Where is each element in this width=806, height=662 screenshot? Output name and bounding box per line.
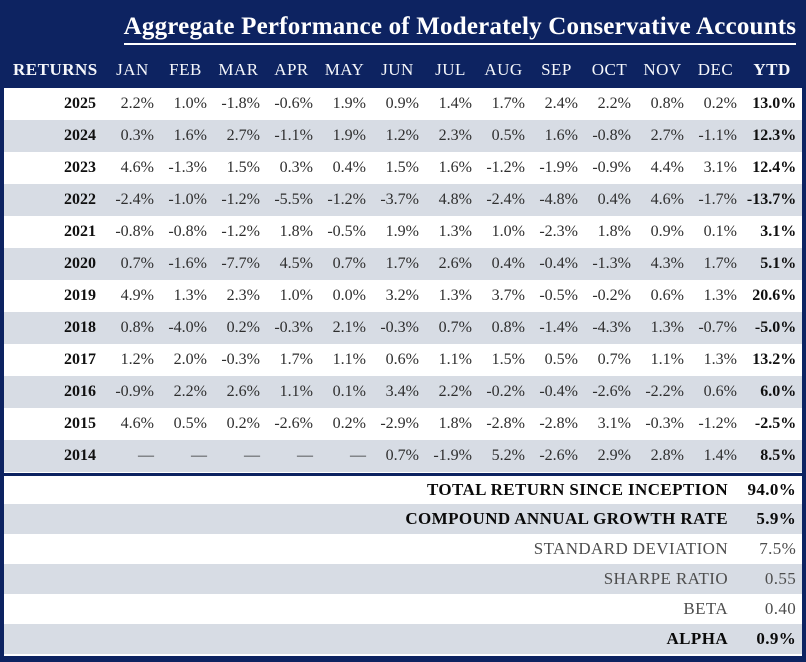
monthly-return-cell: -0.7% <box>689 312 742 344</box>
monthly-return-cell: 4.6% <box>120 159 154 176</box>
summary-label: STANDARD DEVIATION <box>533 539 728 558</box>
year-row <box>4 312 802 344</box>
monthly-return-cell: 0.0% <box>332 287 366 304</box>
ytd-cell: -13.7% <box>742 184 802 216</box>
monthly-return-cell: -0.3% <box>221 351 260 368</box>
column-header-jan: JAN <box>106 52 159 88</box>
monthly-return-cell: -2.6% <box>274 415 313 432</box>
monthly-return-cell: 0.8% <box>477 312 530 344</box>
monthly-return-cell: 2.3% <box>226 287 260 304</box>
summary-label: SHARPE RATIO <box>4 564 742 594</box>
monthly-return-cell: 3.2% <box>385 287 419 304</box>
monthly-return-cell: 1.4% <box>438 95 472 112</box>
year-cell: 2021 <box>64 223 96 240</box>
monthly-return-cell: 1.1% <box>265 376 318 408</box>
monthly-return-cell: -0.2% <box>592 287 631 304</box>
monthly-return-cell: -1.4% <box>530 312 583 344</box>
year-row <box>4 120 802 152</box>
monthly-return-cell: 1.7% <box>279 351 313 368</box>
monthly-return-cell: -0.6% <box>274 95 313 112</box>
column-header-oct: OCT <box>583 52 636 88</box>
column-header-returns: RETURNS <box>4 52 106 88</box>
monthly-return-cell: 0.5% <box>477 120 530 152</box>
column-header-aug: AUG <box>477 52 530 88</box>
monthly-return-cell: -2.2% <box>636 376 689 408</box>
monthly-return-cell: 1.2% <box>120 351 154 368</box>
year-cell: 2025 <box>64 95 96 112</box>
monthly-return-cell: -2.6% <box>583 376 636 408</box>
monthly-return-cell: 0.8% <box>106 312 159 344</box>
monthly-return-cell: 2.6% <box>212 376 265 408</box>
column-header-nov: NOV <box>636 52 689 88</box>
monthly-return-cell: 0.7% <box>106 248 159 280</box>
monthly-return-cell: -3.7% <box>371 184 424 216</box>
report-title: Aggregate Performance of Moderately Conservative Accounts <box>124 13 797 45</box>
ytd-cell: 13.2% <box>752 351 797 368</box>
summary-tbody <box>4 474 802 654</box>
year-cell: 2020 <box>4 248 106 280</box>
monthly-return-cell: 0.2% <box>703 95 737 112</box>
monthly-return-cell: -5.5% <box>265 184 318 216</box>
year-cell: 2022 <box>4 184 106 216</box>
monthly-return-cell: 0.9% <box>650 223 684 240</box>
summary-row <box>4 504 802 534</box>
summary-label: TOTAL RETURN SINCE INCEPTION <box>426 479 728 499</box>
monthly-return-cell: -1.3% <box>168 159 207 176</box>
year-row <box>4 344 802 376</box>
year-cell: 2024 <box>4 120 106 152</box>
monthly-return-cell: 1.7% <box>371 248 424 280</box>
monthly-return-cell: -4.8% <box>530 184 583 216</box>
monthly-return-cell: 4.6% <box>120 415 154 432</box>
summary-label: ALPHA <box>4 624 742 654</box>
monthly-return-cell: 0.6% <box>650 287 684 304</box>
monthly-return-cell: 1.5% <box>385 159 419 176</box>
monthly-return-cell: 0.3% <box>279 159 313 176</box>
monthly-return-cell: 1.7% <box>491 95 525 112</box>
monthly-return-cell: -2.4% <box>477 184 530 216</box>
monthly-return-cell: 1.9% <box>332 95 366 112</box>
monthly-return-cell: -1.1% <box>265 120 318 152</box>
monthly-return-cell: -1.6% <box>159 248 212 280</box>
ytd-cell: 8.5% <box>742 440 802 472</box>
monthly-return-cell: 1.6% <box>530 120 583 152</box>
monthly-return-cell: 1.8% <box>279 223 313 240</box>
monthly-return-cell: 1.5% <box>226 159 260 176</box>
monthly-return-cell: 1.3% <box>636 312 689 344</box>
monthly-return-cell: -2.6% <box>530 440 583 472</box>
column-header-mar: MAR <box>212 52 265 88</box>
monthly-return-cell: -2.9% <box>380 415 419 432</box>
summary-value: 7.5% <box>759 539 797 558</box>
year-row <box>4 88 802 120</box>
column-header-ytd: YTD <box>742 52 802 88</box>
monthly-return-cell: 2.2% <box>159 376 212 408</box>
column-header-may: MAY <box>318 52 371 88</box>
monthly-return-cell: 3.7% <box>491 287 525 304</box>
monthly-return-cell: 0.1% <box>703 223 737 240</box>
monthly-return-cell: -0.9% <box>106 376 159 408</box>
summary-value: 5.9% <box>742 504 802 534</box>
performance-table <box>4 0 802 654</box>
monthly-return-cell: -2.8% <box>486 415 525 432</box>
ytd-cell: 12.4% <box>752 159 797 176</box>
summary-row <box>4 624 802 654</box>
monthly-return-cell: -0.8% <box>115 223 154 240</box>
column-header-row <box>4 52 802 88</box>
monthly-return-cell: — <box>212 440 265 472</box>
monthly-return-cell: -0.8% <box>583 120 636 152</box>
monthly-return-cell: 0.3% <box>106 120 159 152</box>
monthly-return-cell: 1.3% <box>703 351 737 368</box>
monthly-return-cell: 2.6% <box>424 248 477 280</box>
monthly-return-cell: 1.3% <box>703 287 737 304</box>
monthly-return-cell: -0.3% <box>371 312 424 344</box>
monthly-return-cell: 0.7% <box>371 440 424 472</box>
summary-value: 0.40 <box>764 599 797 618</box>
monthly-return-cell: 2.3% <box>424 120 477 152</box>
monthly-return-cell: 0.4% <box>332 159 366 176</box>
monthly-return-cell: -2.3% <box>539 223 578 240</box>
monthly-return-cell: — <box>106 440 159 472</box>
summary-value: 94.0% <box>747 479 797 499</box>
monthly-return-cell: -1.2% <box>698 415 737 432</box>
monthly-return-cell: 1.9% <box>385 223 419 240</box>
monthly-return-cell: -0.3% <box>265 312 318 344</box>
monthly-return-cell: -1.2% <box>212 184 265 216</box>
summary-row <box>4 534 802 564</box>
monthly-return-cell: -2.8% <box>539 415 578 432</box>
monthly-return-cell: -0.5% <box>539 287 578 304</box>
column-header-sep: SEP <box>530 52 583 88</box>
monthly-return-cell: 0.5% <box>544 351 578 368</box>
monthly-return-cell: 1.3% <box>438 287 472 304</box>
monthly-return-cell: — <box>265 440 318 472</box>
monthly-return-cell: 1.6% <box>438 159 472 176</box>
monthly-return-cell: 1.2% <box>371 120 424 152</box>
monthly-return-cell: -4.3% <box>583 312 636 344</box>
column-header-apr: APR <box>265 52 318 88</box>
monthly-return-cell: -0.2% <box>477 376 530 408</box>
monthly-return-cell: 0.2% <box>226 415 260 432</box>
monthly-return-cell: 1.0% <box>279 287 313 304</box>
monthly-return-cell: 0.4% <box>583 184 636 216</box>
monthly-return-cell: -0.9% <box>592 159 631 176</box>
monthly-return-cell: 0.1% <box>318 376 371 408</box>
monthly-return-cell: 4.5% <box>265 248 318 280</box>
monthly-return-cell: 2.2% <box>597 95 631 112</box>
monthly-return-cell: 1.4% <box>689 440 742 472</box>
year-row <box>4 152 802 184</box>
monthly-return-cell: 5.2% <box>477 440 530 472</box>
year-row <box>4 376 802 408</box>
monthly-return-cell: 1.1% <box>332 351 366 368</box>
ytd-cell: 6.0% <box>742 376 802 408</box>
monthly-return-cell: 1.5% <box>491 351 525 368</box>
summary-label: COMPOUND ANNUAL GROWTH RATE <box>4 504 742 534</box>
year-cell: 2023 <box>64 159 96 176</box>
monthly-return-cell: 0.5% <box>173 415 207 432</box>
monthly-return-cell: 0.6% <box>385 351 419 368</box>
monthly-return-cell: 2.1% <box>318 312 371 344</box>
ytd-cell: -5.0% <box>742 312 802 344</box>
monthly-return-cell: 0.2% <box>212 312 265 344</box>
monthly-return-cell: 4.6% <box>636 184 689 216</box>
monthly-return-cell: 1.1% <box>438 351 472 368</box>
monthly-return-cell: -1.3% <box>583 248 636 280</box>
monthly-return-cell: 0.6% <box>689 376 742 408</box>
monthly-return-cell: 1.8% <box>438 415 472 432</box>
year-row <box>4 216 802 248</box>
year-cell: 2019 <box>64 287 96 304</box>
ytd-cell: 3.1% <box>760 223 797 240</box>
monthly-return-cell: 2.4% <box>544 95 578 112</box>
monthly-return-cell: 3.1% <box>597 415 631 432</box>
monthly-return-cell: — <box>159 440 212 472</box>
monthly-return-cell: -1.8% <box>221 95 260 112</box>
year-row <box>4 248 802 280</box>
monthly-return-cell: -1.9% <box>424 440 477 472</box>
monthly-return-cell: -0.8% <box>168 223 207 240</box>
monthly-return-cell: 0.9% <box>385 95 419 112</box>
year-cell: 2018 <box>4 312 106 344</box>
monthly-return-cell: 2.9% <box>583 440 636 472</box>
monthly-return-cell: -1.7% <box>689 184 742 216</box>
monthly-return-cell: 0.7% <box>318 248 371 280</box>
summary-row <box>4 564 802 594</box>
monthly-return-cell: — <box>318 440 371 472</box>
monthly-return-cell: 0.7% <box>424 312 477 344</box>
monthly-return-cell: 0.8% <box>650 95 684 112</box>
year-cell: 2016 <box>4 376 106 408</box>
monthly-return-cell: 1.9% <box>318 120 371 152</box>
year-cell: 2017 <box>64 351 96 368</box>
monthly-return-cell: -1.9% <box>539 159 578 176</box>
monthly-return-cell: 4.3% <box>636 248 689 280</box>
monthly-return-cell: 1.1% <box>650 351 684 368</box>
monthly-return-cell: 1.0% <box>491 223 525 240</box>
returns-tbody <box>4 88 802 472</box>
summary-row <box>4 594 802 624</box>
ytd-cell: 20.6% <box>752 287 797 304</box>
ytd-cell: 5.1% <box>742 248 802 280</box>
column-header-jun: JUN <box>371 52 424 88</box>
monthly-return-cell: -1.0% <box>159 184 212 216</box>
monthly-return-cell: 2.2% <box>424 376 477 408</box>
monthly-return-cell: 2.0% <box>173 351 207 368</box>
monthly-return-cell: 4.9% <box>120 287 154 304</box>
year-row <box>4 440 802 472</box>
year-cell: 2014 <box>4 440 106 472</box>
ytd-cell: -2.5% <box>754 415 797 432</box>
summary-value: 0.55 <box>742 564 802 594</box>
monthly-return-cell: -0.4% <box>530 376 583 408</box>
monthly-return-cell: 1.6% <box>159 120 212 152</box>
summary-row <box>4 474 802 504</box>
monthly-return-cell: 4.8% <box>424 184 477 216</box>
table-header <box>4 0 802 88</box>
monthly-return-cell: -0.4% <box>530 248 583 280</box>
ytd-cell: 13.0% <box>752 95 797 112</box>
monthly-return-cell: 3.4% <box>371 376 424 408</box>
column-header-jul: JUL <box>424 52 477 88</box>
year-row <box>4 184 802 216</box>
monthly-return-cell: 2.7% <box>212 120 265 152</box>
monthly-return-cell: 0.7% <box>597 351 631 368</box>
monthly-return-cell: -2.4% <box>106 184 159 216</box>
monthly-return-cell: 1.0% <box>173 95 207 112</box>
monthly-return-cell: 2.2% <box>120 95 154 112</box>
year-row <box>4 408 802 440</box>
monthly-return-cell: -1.1% <box>689 120 742 152</box>
monthly-return-cell: -1.2% <box>486 159 525 176</box>
monthly-return-cell: -7.7% <box>212 248 265 280</box>
monthly-return-cell: 1.8% <box>597 223 631 240</box>
monthly-return-cell: 2.8% <box>636 440 689 472</box>
summary-label: BETA <box>683 599 728 618</box>
monthly-return-cell: 4.4% <box>650 159 684 176</box>
monthly-return-cell: 1.7% <box>689 248 742 280</box>
monthly-return-cell: 2.7% <box>636 120 689 152</box>
column-header-feb: FEB <box>159 52 212 88</box>
summary-value: 0.9% <box>742 624 802 654</box>
monthly-return-cell: -0.5% <box>327 223 366 240</box>
title-row <box>4 0 802 52</box>
monthly-return-cell: -0.3% <box>645 415 684 432</box>
monthly-return-cell: 0.2% <box>332 415 366 432</box>
monthly-return-cell: -4.0% <box>159 312 212 344</box>
column-header-dec: DEC <box>689 52 742 88</box>
monthly-return-cell: -1.2% <box>318 184 371 216</box>
year-row <box>4 280 802 312</box>
monthly-return-cell: 1.3% <box>438 223 472 240</box>
monthly-return-cell: 0.4% <box>477 248 530 280</box>
title-cell <box>4 0 802 52</box>
monthly-return-cell: 3.1% <box>703 159 737 176</box>
monthly-return-cell: 1.3% <box>173 287 207 304</box>
monthly-return-cell: -1.2% <box>221 223 260 240</box>
ytd-cell: 12.3% <box>742 120 802 152</box>
year-cell: 2015 <box>64 415 96 432</box>
